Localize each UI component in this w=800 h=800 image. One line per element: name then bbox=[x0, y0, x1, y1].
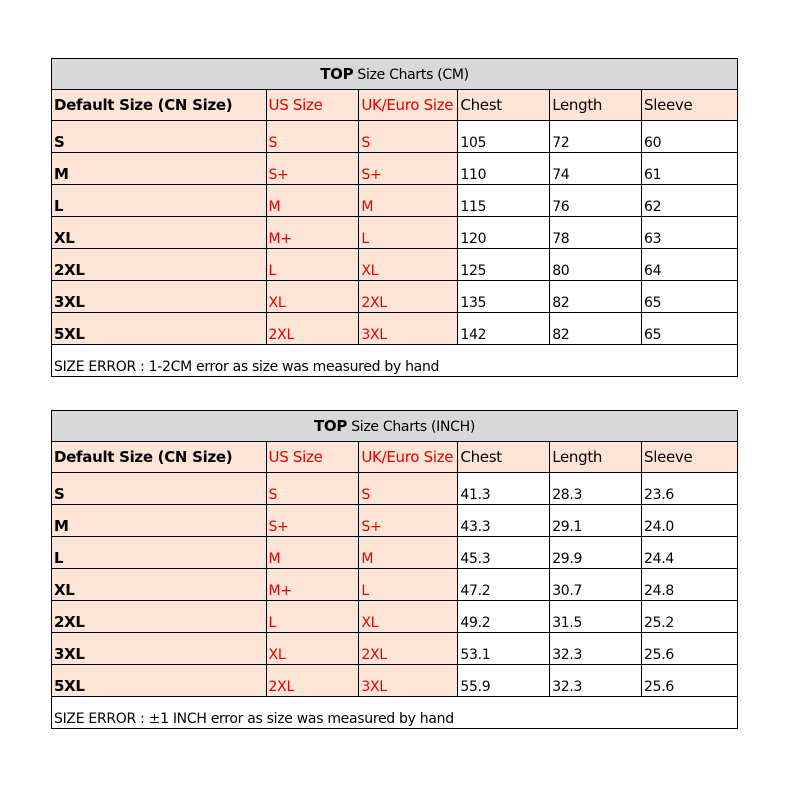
cell-sleeve: 23.6 bbox=[641, 473, 737, 505]
cell-chest: 45.3 bbox=[458, 537, 550, 569]
cell-length: 76 bbox=[550, 185, 642, 217]
cell-chest: 120 bbox=[458, 217, 550, 249]
cell-sleeve: 65 bbox=[641, 281, 737, 313]
cell-chest: 47.2 bbox=[458, 569, 550, 601]
cell-us-size: S bbox=[266, 473, 359, 505]
cell-default-size: 2XL bbox=[52, 601, 267, 633]
cell-sleeve: 25.2 bbox=[641, 601, 737, 633]
cell-us-size: XL bbox=[266, 633, 359, 665]
table-title-bold: TOP bbox=[313, 417, 348, 435]
cell-us-size: L bbox=[266, 249, 359, 281]
cell-uk-euro-size: 3XL bbox=[359, 665, 458, 697]
cell-uk-euro-size: 2XL bbox=[359, 281, 458, 313]
size-error-note: SIZE ERROR : 1-2CM error as size was measured by hand bbox=[52, 345, 738, 377]
cell-uk-euro-size: 3XL bbox=[359, 313, 458, 345]
cell-sleeve: 61 bbox=[641, 153, 737, 185]
cell-length: 32.3 bbox=[550, 665, 642, 697]
cell-default-size: S bbox=[52, 473, 267, 505]
table-row bbox=[52, 153, 738, 185]
cell-default-size: 2XL bbox=[52, 249, 267, 281]
cell-length: 82 bbox=[550, 313, 642, 345]
cell-length: 31.5 bbox=[550, 601, 642, 633]
table-header-row bbox=[52, 90, 738, 121]
cell-uk-euro-size: L bbox=[359, 569, 458, 601]
cell-length: 72 bbox=[550, 121, 642, 153]
table-title bbox=[52, 59, 738, 90]
cell-uk-euro-size: S bbox=[359, 473, 458, 505]
cell-sleeve: 24.4 bbox=[641, 537, 737, 569]
header-default-size: Default Size (CN Size) bbox=[52, 90, 267, 121]
cell-sleeve: 25.6 bbox=[641, 633, 737, 665]
size-chart-cm-table bbox=[51, 58, 738, 377]
cell-length: 30.7 bbox=[550, 569, 642, 601]
header-default-size: Default Size (CN Size) bbox=[52, 442, 267, 473]
cell-default-size: XL bbox=[52, 217, 267, 249]
cell-default-size: M bbox=[52, 153, 267, 185]
header-length: Length bbox=[550, 442, 642, 473]
cell-chest: 43.3 bbox=[458, 505, 550, 537]
cell-uk-euro-size: L bbox=[359, 217, 458, 249]
cell-default-size: M bbox=[52, 505, 267, 537]
cell-us-size: M bbox=[266, 185, 359, 217]
cell-sleeve: 64 bbox=[641, 249, 737, 281]
cell-length: 28.3 bbox=[550, 473, 642, 505]
cell-uk-euro-size: S+ bbox=[359, 505, 458, 537]
size-error-note-row bbox=[52, 697, 738, 729]
header-uk-euro-size: UK/Euro Size bbox=[359, 442, 458, 473]
cell-uk-euro-size: XL bbox=[359, 249, 458, 281]
cell-default-size: S bbox=[52, 121, 267, 153]
cell-chest: 49.2 bbox=[458, 601, 550, 633]
cell-us-size: S bbox=[266, 121, 359, 153]
cell-us-size: XL bbox=[266, 281, 359, 313]
header-chest: Chest bbox=[458, 90, 550, 121]
cell-us-size: M+ bbox=[266, 217, 359, 249]
table-title bbox=[52, 411, 738, 442]
header-sleeve: Sleeve bbox=[641, 90, 737, 121]
table-title-bold: TOP bbox=[320, 65, 354, 83]
cell-chest: 110 bbox=[458, 153, 550, 185]
table-row bbox=[52, 633, 738, 665]
cell-sleeve: 62 bbox=[641, 185, 737, 217]
table-row bbox=[52, 601, 738, 633]
cell-default-size: 3XL bbox=[52, 633, 267, 665]
header-chest: Chest bbox=[458, 442, 550, 473]
cell-chest: 41.3 bbox=[458, 473, 550, 505]
cell-sleeve: 65 bbox=[641, 313, 737, 345]
cell-default-size: 5XL bbox=[52, 665, 267, 697]
cell-length: 78 bbox=[550, 217, 642, 249]
cell-chest: 115 bbox=[458, 185, 550, 217]
table-row bbox=[52, 217, 738, 249]
cell-sleeve: 60 bbox=[641, 121, 737, 153]
cell-chest: 105 bbox=[458, 121, 550, 153]
table-row bbox=[52, 313, 738, 345]
cell-uk-euro-size: M bbox=[359, 185, 458, 217]
cell-length: 82 bbox=[550, 281, 642, 313]
table-row bbox=[52, 473, 738, 505]
cell-uk-euro-size: M bbox=[359, 537, 458, 569]
cell-default-size: L bbox=[52, 537, 267, 569]
cell-uk-euro-size: S+ bbox=[359, 153, 458, 185]
cell-uk-euro-size: S bbox=[359, 121, 458, 153]
cell-us-size: S+ bbox=[266, 505, 359, 537]
size-error-note-row bbox=[52, 345, 738, 377]
table-row bbox=[52, 537, 738, 569]
cell-length: 32.3 bbox=[550, 633, 642, 665]
table-row bbox=[52, 665, 738, 697]
cell-length: 80 bbox=[550, 249, 642, 281]
cell-sleeve: 63 bbox=[641, 217, 737, 249]
cell-uk-euro-size: 2XL bbox=[359, 633, 458, 665]
table-row bbox=[52, 121, 738, 153]
table-title-row bbox=[52, 411, 738, 442]
table-header-row bbox=[52, 442, 738, 473]
cell-length: 29.9 bbox=[550, 537, 642, 569]
table-title-text: Size Charts (INCH) bbox=[347, 419, 476, 435]
cell-chest: 55.9 bbox=[458, 665, 550, 697]
cell-us-size: M bbox=[266, 537, 359, 569]
cell-length: 29.1 bbox=[550, 505, 642, 537]
size-error-note: SIZE ERROR : ±1 INCH error as size was measured by hand bbox=[52, 697, 738, 729]
table-title-text: Size Charts (CM) bbox=[353, 67, 469, 83]
cell-us-size: S+ bbox=[266, 153, 359, 185]
cell-us-size: M+ bbox=[266, 569, 359, 601]
cell-chest: 142 bbox=[458, 313, 550, 345]
header-uk-euro-size: UK/Euro Size bbox=[359, 90, 458, 121]
header-us-size: US Size bbox=[266, 90, 359, 121]
cell-chest: 135 bbox=[458, 281, 550, 313]
table-row bbox=[52, 569, 738, 601]
table-row bbox=[52, 281, 738, 313]
cell-chest: 53.1 bbox=[458, 633, 550, 665]
cell-chest: 125 bbox=[458, 249, 550, 281]
cell-default-size: 5XL bbox=[52, 313, 267, 345]
cell-us-size: 2XL bbox=[266, 665, 359, 697]
cell-length: 74 bbox=[550, 153, 642, 185]
cell-default-size: L bbox=[52, 185, 267, 217]
header-us-size: US Size bbox=[266, 442, 359, 473]
cell-uk-euro-size: XL bbox=[359, 601, 458, 633]
table-title-row bbox=[52, 59, 738, 90]
cell-default-size: XL bbox=[52, 569, 267, 601]
cell-us-size: 2XL bbox=[266, 313, 359, 345]
size-chart-inch-table bbox=[51, 410, 738, 729]
cell-us-size: L bbox=[266, 601, 359, 633]
header-sleeve: Sleeve bbox=[641, 442, 737, 473]
cell-sleeve: 24.0 bbox=[641, 505, 737, 537]
header-length: Length bbox=[550, 90, 642, 121]
table-row bbox=[52, 505, 738, 537]
cell-sleeve: 24.8 bbox=[641, 569, 737, 601]
cell-sleeve: 25.6 bbox=[641, 665, 737, 697]
table-row bbox=[52, 185, 738, 217]
table-row bbox=[52, 249, 738, 281]
cell-default-size: 3XL bbox=[52, 281, 267, 313]
